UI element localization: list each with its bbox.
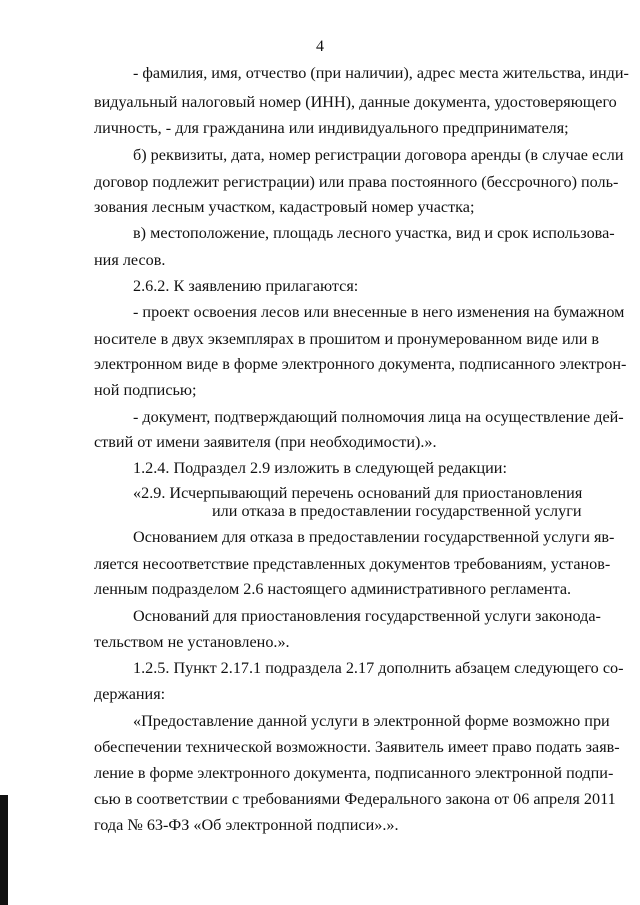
text-line: ление в форме электронного документа, подписанного электронной подпи- bbox=[94, 764, 614, 782]
text-line: договор подлежит регистрации) или права постоянного (бессрочного) поль- bbox=[94, 173, 619, 191]
text-line: в) местоположение, площадь лесного участка, вид и срок использова- bbox=[133, 224, 615, 242]
section-heading: «2.9. Исчерпывающий перечень оснований для приостановления bbox=[133, 484, 583, 502]
text-line: ляется несоответствие представленных документов требованиям, установ- bbox=[94, 555, 611, 573]
section-heading: или отказа в предоставлении государственной услуги bbox=[212, 502, 582, 520]
text-line: - фамилия, имя, отчество (при наличии), адрес места жительства, инди- bbox=[133, 64, 629, 82]
text-line: года № 63-ФЗ «Об электронной подписи».». bbox=[94, 816, 399, 834]
text-line: тельством не установлено.». bbox=[94, 633, 290, 651]
text-line: ленным подразделом 2.6 настоящего административного регламента. bbox=[94, 580, 572, 598]
text-line: б) реквизиты, дата, номер регистрации договора аренды (в случае если bbox=[133, 146, 624, 164]
text-line: 1.2.4. Подраздел 2.9 изложить в следующей редакции: bbox=[133, 459, 507, 477]
text-line: электронном виде в форме электронного документа, подписанного электрон- bbox=[94, 355, 627, 373]
text-line: ной подписью; bbox=[94, 381, 197, 399]
text-line: ствий от имени заявителя (при необходимости).». bbox=[94, 433, 437, 451]
text-line: держания: bbox=[94, 685, 166, 703]
page-number: 4 bbox=[316, 38, 324, 55]
scan-edge-mark bbox=[0, 795, 8, 905]
text-line: - проект освоения лесов или внесенные в него изменения на бумажном bbox=[133, 303, 625, 321]
text-line: Оснований для приостановления государственной услуги законода- bbox=[133, 607, 601, 625]
text-line: носителе в двух экземплярах в прошитом и пронумерованном виде или в bbox=[94, 330, 600, 348]
text-line: Основанием для отказа в предоставлении государственной услуги яв- bbox=[133, 528, 615, 546]
text-line: 1.2.5. Пункт 2.17.1 подраздела 2.17 дополнить абзацем следующего со- bbox=[133, 659, 624, 677]
text-line: 2.6.2. К заявлению прилагаются: bbox=[133, 277, 359, 295]
text-line: личность, - для гражданина или индивидуального предпринимателя; bbox=[94, 119, 569, 137]
text-line: - документ, подтверждающий полномочия лица на осуществление дей- bbox=[133, 408, 624, 426]
text-line: обеспечении технической возможности. Заявитель имеет право подать заяв- bbox=[94, 738, 620, 756]
text-line: видуальный налоговый номер (ИНН), данные документа, удостоверяющего bbox=[94, 93, 617, 111]
text-line: сью в соответствии с требованиями Федерального закона от 06 апреля 2011 bbox=[94, 790, 616, 808]
text-line: зования лесным участком, кадастровый номер участка; bbox=[94, 198, 475, 216]
text-line: «Предоставление данной услуги в электронной форме возможно при bbox=[133, 712, 610, 730]
text-line: ния лесов. bbox=[94, 251, 166, 269]
